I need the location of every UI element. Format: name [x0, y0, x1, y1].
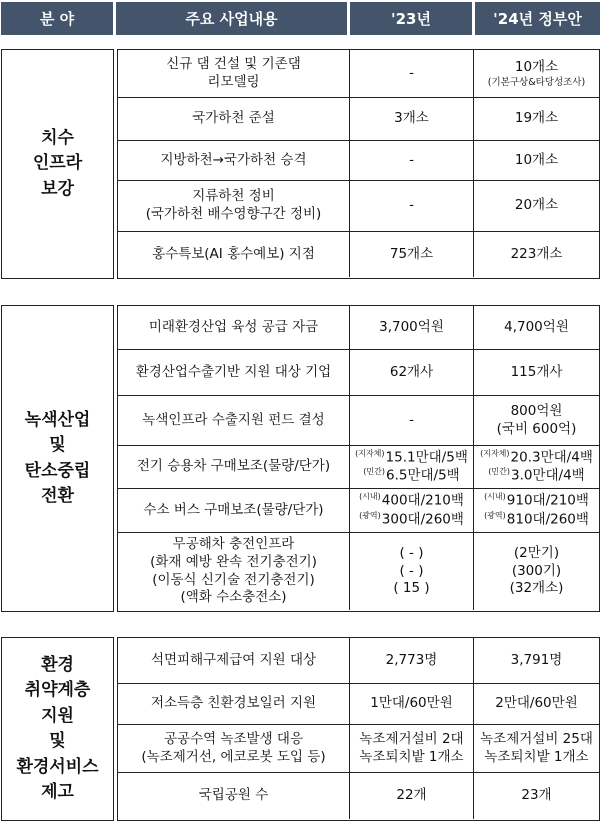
value-2024-cell	[474, 533, 599, 610]
value-2024-text: 800억원	[510, 402, 563, 419]
value-2024-line	[497, 421, 577, 439]
value-2023-line	[359, 731, 463, 749]
content-line	[151, 652, 316, 670]
value-2023-cell	[350, 396, 474, 445]
value-2023-line	[359, 749, 463, 767]
table-section	[1, 305, 600, 612]
value-2023-text: 녹조제거설비 2대	[359, 730, 464, 747]
value-2023-cell	[350, 725, 474, 772]
value-2024-line	[480, 731, 593, 749]
value-2024-line	[514, 545, 559, 563]
value-2023-text: 1만대/60만원	[370, 695, 453, 712]
category-line: 보강	[41, 178, 74, 199]
value-2024-line	[484, 749, 588, 767]
content-cell	[118, 489, 350, 532]
value-2024-line	[512, 563, 561, 581]
content-line	[192, 110, 275, 128]
value-2023-text: 300대/260백	[381, 511, 464, 527]
table-row	[118, 181, 599, 231]
content-cell	[118, 50, 350, 98]
section-rows	[117, 305, 600, 612]
value-2024-line	[515, 59, 558, 77]
table-row	[118, 446, 599, 488]
value-2023-line	[393, 580, 429, 598]
value-2024-line	[515, 110, 558, 128]
value-2024-tag: (지자체)	[480, 448, 510, 458]
table-section	[1, 49, 600, 279]
table-row	[118, 773, 599, 819]
content-text: 환경산업수출기반 지원 대상 기업	[135, 363, 332, 380]
header-2024	[475, 2, 600, 35]
content-text: (이동식 신기술 전기충전기)	[152, 571, 315, 588]
value-2023-text: ( 15 )	[393, 580, 430, 597]
value-2023-text: -	[409, 65, 414, 82]
value-2023-tag: (광역)	[359, 510, 381, 520]
value-2024-tag: (광역)	[484, 510, 506, 520]
value-2024-line	[511, 652, 563, 670]
value-2024-text: 223개소	[510, 245, 563, 262]
value-2024-line	[511, 246, 563, 264]
value-2023-line	[394, 110, 429, 128]
value-2023-text: ( - )	[399, 545, 424, 562]
value-2024-text: (300기)	[511, 562, 562, 579]
value-2024-text: (32개소)	[509, 580, 564, 597]
content-text: 홍수특보(AI 홍수예보) 지점	[152, 245, 315, 262]
value-2024-cell	[474, 638, 599, 684]
value-2024-line	[511, 364, 563, 382]
value-2023-cell	[350, 141, 474, 180]
value-2024-cell	[474, 684, 599, 724]
value-2023-line	[400, 545, 424, 563]
table-row	[118, 725, 599, 772]
content-cell	[118, 684, 350, 724]
value-2023-cell	[350, 489, 474, 532]
table-row	[118, 98, 599, 140]
value-2024-text: 19개소	[514, 110, 559, 127]
category-cell	[1, 305, 114, 612]
content-text: 수소 버스 구매보조(물량/단가)	[143, 501, 324, 518]
value-2023-line	[400, 563, 424, 581]
section-rows	[117, 49, 600, 279]
table-row	[118, 684, 599, 724]
value-2023-text: 6.5만대/5백	[385, 467, 460, 484]
value-2023-cell	[350, 446, 474, 488]
content-cell	[118, 773, 350, 819]
header-category	[1, 2, 113, 35]
category-label	[16, 653, 98, 806]
content-text: 석면피해구제급여 지원 대상	[150, 652, 317, 669]
value-2023-text: 62개사	[389, 363, 434, 380]
value-2024-line	[521, 787, 551, 805]
header-category-label: 분 야	[39, 10, 75, 28]
value-2023-line	[379, 319, 444, 337]
header-content-label: 주요 사업내용	[185, 10, 278, 28]
value-2024-text: 3.0만대/4백	[510, 467, 585, 484]
value-2024-text: (국비 600억)	[496, 420, 577, 437]
content-line	[146, 206, 322, 224]
content-line	[149, 319, 318, 337]
category-line: 취약계층	[24, 680, 91, 700]
content-text: 신규 댐 건설 및 기존댐	[166, 56, 301, 73]
value-2024-cell	[474, 181, 599, 231]
value-2023-text: 녹조퇴치밭 1개소	[359, 748, 464, 765]
table-row	[118, 50, 599, 98]
value-2023-text: 400대/210백	[381, 492, 464, 509]
category-line: 환경서비스	[16, 756, 99, 777]
value-2024-line	[484, 492, 589, 510]
content-line	[151, 695, 316, 713]
value-2023-line	[370, 695, 452, 713]
value-2024-text: 23개	[521, 787, 552, 804]
content-line	[143, 502, 323, 520]
value-2024-text: 4,700억원	[504, 319, 569, 336]
category-label	[33, 126, 82, 203]
value-2024-cell	[474, 725, 599, 772]
content-line	[152, 572, 315, 590]
value-2023-text: -	[409, 151, 414, 168]
value-2024-text: 810대/260백	[506, 511, 589, 527]
value-2024-cell	[474, 773, 599, 819]
table-row	[118, 533, 599, 610]
value-2023-line	[390, 364, 433, 382]
content-text: 지방하천→국가하천 승격	[160, 151, 307, 168]
category-line: 환경	[41, 654, 74, 675]
section-rows	[117, 637, 600, 821]
content-line	[152, 246, 315, 264]
content-text: 리모델링	[207, 74, 260, 90]
value-2023-cell	[350, 773, 474, 819]
value-2024-text: (기본구상&타당성조사)	[487, 76, 586, 88]
content-text: 저소득층 친환경보일러 지원	[150, 695, 317, 712]
value-2023-line	[409, 65, 414, 83]
content-line	[142, 412, 324, 430]
value-2023-text: 15.1만대/5백	[385, 449, 468, 466]
content-line	[141, 749, 325, 767]
content-text: 미래환경산업 육성 공급 자금	[148, 319, 319, 336]
category-line: 지원	[41, 705, 74, 726]
value-2023-tag: (민간)	[363, 467, 385, 476]
value-2023-line	[363, 467, 459, 485]
content-line	[180, 589, 286, 607]
content-line	[160, 152, 306, 170]
value-2023-line	[390, 246, 433, 264]
header-2024-label: '24년 정부안	[493, 10, 582, 28]
value-2024-cell	[474, 489, 599, 532]
category-line: 녹색산업	[24, 409, 91, 430]
value-2023-cell	[350, 638, 474, 684]
content-cell	[118, 98, 350, 140]
value-2024-line	[488, 77, 585, 89]
table-row	[118, 489, 599, 532]
category-line: 치수	[41, 127, 74, 148]
content-text: 녹색인프라 수출지원 펀드 결성	[142, 411, 325, 428]
value-2024-line	[511, 403, 563, 421]
content-cell	[118, 232, 350, 277]
content-cell	[118, 533, 350, 610]
category-line: 전환	[41, 486, 74, 506]
value-2024-cell	[474, 232, 599, 277]
category-line: 탄소중립	[24, 460, 91, 481]
category-line: 제고	[41, 782, 74, 802]
content-cell	[118, 181, 350, 231]
value-2023-line	[409, 412, 414, 430]
value-2023-text: 3,700억원	[379, 319, 444, 336]
value-2023-text: 22개	[396, 787, 427, 804]
value-2024-line	[515, 197, 558, 215]
value-2024-text: 10개소	[514, 151, 559, 168]
content-cell	[118, 396, 350, 445]
content-cell	[118, 725, 350, 772]
value-2024-line	[488, 467, 584, 485]
header-2023	[350, 2, 472, 35]
value-2024-line	[515, 152, 558, 170]
value-2024-line	[504, 319, 569, 337]
value-2024-text: 2만대/60만원	[495, 695, 578, 712]
content-line	[192, 188, 275, 206]
value-2024-cell	[474, 306, 599, 350]
content-text: (녹조제거선, 에코로봇 도입 등)	[141, 748, 326, 765]
category-cell	[1, 49, 114, 279]
content-text: 국가하천 준설	[192, 110, 275, 127]
value-2023-text: -	[409, 411, 414, 428]
value-2023-tag: (지자체)	[355, 448, 385, 458]
table-row	[118, 141, 599, 180]
content-line	[166, 56, 301, 74]
value-2024-cell	[474, 141, 599, 180]
content-cell	[118, 350, 350, 395]
value-2023-text: 2,773명	[385, 652, 438, 669]
value-2023-line	[396, 787, 426, 805]
value-2024-cell	[474, 396, 599, 445]
value-2023-line	[409, 152, 414, 170]
value-2023-line	[409, 197, 414, 215]
content-text: 지류하천 정비	[192, 188, 275, 205]
category-label	[25, 408, 91, 510]
content-line	[164, 731, 303, 749]
category-cell	[1, 637, 114, 821]
value-2024-line	[510, 580, 564, 598]
table-row	[118, 350, 599, 395]
table-row	[118, 232, 599, 277]
value-2023-line	[359, 511, 464, 529]
value-2024-text: 녹조제거설비 25대	[480, 730, 593, 747]
content-cell	[118, 141, 350, 180]
value-2024-line	[495, 695, 577, 713]
header-2023-label: '23년	[391, 10, 431, 28]
content-line	[150, 554, 317, 572]
category-line: 및	[49, 435, 66, 455]
value-2023-text: -	[409, 197, 414, 214]
content-cell	[118, 638, 350, 684]
value-2024-text: 녹조퇴치밭 1개소	[484, 748, 589, 765]
content-line	[137, 458, 330, 476]
value-2023-line	[359, 492, 464, 510]
content-line	[199, 787, 269, 805]
category-line: 인프라	[32, 153, 83, 174]
content-cell	[118, 306, 350, 350]
value-2023-line	[386, 652, 438, 670]
header-content	[116, 2, 347, 35]
value-2024-text: 115개사	[510, 363, 563, 380]
value-2024-line	[484, 511, 589, 529]
content-text: (액화 수소충전소)	[180, 589, 287, 606]
content-text: 무공해차 충전인프라	[172, 536, 295, 553]
value-2023-cell	[350, 98, 474, 140]
value-2023-tag: (시내)	[359, 492, 381, 502]
value-2023-cell	[350, 50, 474, 98]
category-line: 및	[49, 731, 66, 751]
value-2024-cell	[474, 446, 599, 488]
content-text: 국립공원 수	[198, 787, 269, 804]
value-2023-cell	[350, 181, 474, 231]
content-text: (국가하천 배수영향구간 정비)	[145, 206, 322, 222]
content-line	[173, 536, 295, 554]
value-2024-text: 10개소	[514, 59, 559, 76]
value-2023-cell	[350, 350, 474, 395]
value-2024-tag: (시내)	[484, 492, 506, 502]
table-row	[118, 638, 599, 684]
value-2024-text: 20개소	[514, 197, 559, 214]
value-2023-cell	[350, 533, 474, 610]
value-2024-text: 910대/210백	[506, 492, 589, 509]
value-2024-text: 3,791명	[510, 652, 563, 669]
value-2023-text: ( - )	[399, 562, 424, 579]
content-text: 전기 승용차 구매보조(물량/단가)	[136, 458, 331, 475]
value-2024-text: 20.3만대/4백	[510, 449, 593, 466]
value-2023-cell	[350, 232, 474, 277]
value-2024-cell	[474, 50, 599, 98]
value-2023-cell	[350, 306, 474, 350]
value-2024-cell	[474, 98, 599, 140]
table-section	[1, 637, 600, 821]
content-text: (화재 예방 완속 전기충전기)	[150, 553, 317, 570]
value-2024-cell	[474, 350, 599, 395]
value-2024-tag: (민간)	[488, 467, 510, 476]
value-2023-text: 75개소	[389, 245, 434, 262]
table-row	[118, 396, 599, 445]
content-text: 공공수역 녹조발생 대응	[164, 730, 303, 747]
value-2024-text: (2만기)	[513, 545, 560, 562]
value-2023-line	[355, 449, 468, 467]
content-line	[136, 364, 331, 382]
content-line	[207, 74, 259, 92]
value-2024-line	[480, 449, 593, 467]
content-cell	[118, 446, 350, 488]
value-2023-cell	[350, 684, 474, 724]
value-2023-text: 3개소	[394, 110, 429, 127]
table-row	[118, 306, 599, 350]
